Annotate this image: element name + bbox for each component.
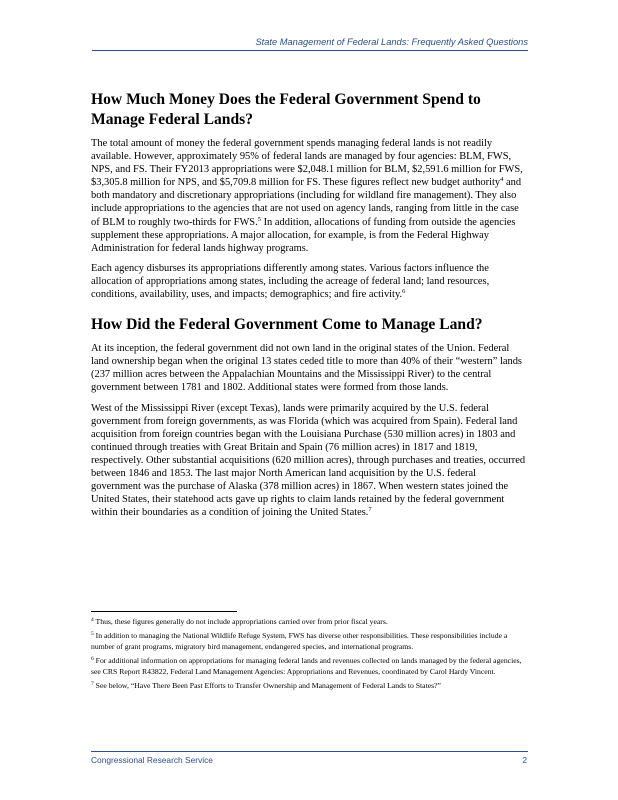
footer-source: Congressional Research Service (91, 755, 213, 765)
footnote-text: Thus, these figures generally do not include appropriations carried over from prior fiscal years. (93, 617, 388, 626)
footnotes (91, 617, 527, 695)
paragraph-spending-2 (91, 262, 527, 301)
paragraph-text: and both mandatory and discretionary appropriations (including for wildland fire management). They also include appropriations to the agencies that are not used on agency lands, ranging from little in the case of BLM to roughly two-thirds for FWS. (91, 177, 522, 228)
footnote-number: 6 (91, 656, 94, 663)
footnote-ref[interactable]: 5 (257, 215, 261, 223)
footnote-number: 4 (91, 617, 94, 623)
footnote-item (91, 631, 527, 652)
paragraph-history-1: At its inception, the federal government did not own land in the original states of the Union. Federal land ownership began when the original 13 states ceded title to more than 40% of their “western” lands (237 million acres between the Appalachian Mountains and the Mississippi River) to the central government between 1781 and 1802. Additional states were formed from those lands. (91, 343, 522, 394)
footnote-number: 7 (91, 681, 94, 688)
paragraph-spending-1 (91, 137, 527, 255)
page-number: 2 (522, 755, 527, 765)
main-content (91, 90, 527, 519)
footnote-text: For additional information on appropriations for managing federal lands and revenues collected on lands managed by the federal agencies, see CRS Report R43822, Federal Land Management Agencies: Appropriations and Revenues, coordinated by Carol Hardy Vincent. (91, 656, 522, 676)
paragraph-history-2 (91, 402, 527, 520)
footer-divider (91, 751, 528, 752)
footnote-item (91, 617, 527, 627)
section-heading-spending: How Much Money Does the Federal Government Spend to Manage Federal Lands? (91, 91, 481, 128)
paragraph-text: In addition, allocations of funding from outside the agencies supplement these appropriations. A major allocation, for example, is from the Federal Highway Administration for federal lands highway programs. (91, 216, 516, 254)
running-header: State Management of Federal Lands: Frequently Asked Questions (92, 37, 528, 51)
footnote-item (91, 656, 527, 677)
footnote-ref[interactable]: 7 (368, 506, 372, 514)
paragraph-text: The total amount of money the federal government spends managing federal lands is not readily available. However, approximately 95% of federal lands are managed by four agencies: BLM, FWS, NPS, and FS. Their FY2013 appropriations were $2,048.1 million for BLM, $2,591.6 million for FWS, $3,305.8 million for NPS, and $5,709.8 million for FS. These figures reflect new budget authority (91, 138, 523, 189)
section-heading-history: How Did the Federal Government Come to Manage Land? (91, 316, 483, 334)
footnote-number: 5 (91, 631, 94, 638)
footnote-text: In addition to managing the National Wildlife Refuge System, FWS has diverse other responsibilities. These responsibilities include a number of grant programs, migratory bird management, endangered species, and international programs. (91, 631, 508, 651)
footnote-item (91, 681, 527, 691)
paragraph-text: West of the Mississippi River (except Texas), lands were primarily acquired by the U.S. federal government from foreign governments, as was Florida (which was acquired from Spain). Federal land acquisition from foreign countries began with the Louisiana Purchase (530 million acres) in 1803 and continued through treaties with Great Britain and Spain (76 million acres) in 1817 and 1819, respectively. Other substantial acquisitions (620 million acres), through purchases and treaties, occurred between 1846 and 1853. The last major North American land acquisition by the U.S. federal government was the purchase of Alaska (378 million acres) in 1867. When western states joined the United States, their statehood acts gave up rights to claim lands retained by the federal government within their boundaries as a condition of joining the United States. (91, 402, 526, 519)
footnote-divider (91, 611, 237, 612)
paragraph-text: Each agency disburses its appropriations differently among states. Various factors influence the allocation of appropriations among states, including the acreage of federal land; land resources, conditions, availability, uses, and impacts; demographics; and fire activity. (91, 262, 490, 301)
footnote-ref[interactable]: 4 (500, 176, 504, 184)
footnote-ref[interactable]: 6 (402, 288, 406, 296)
footnote-text: See below, “Have There Been Past Efforts to Transfer Ownership and Management of Federal Lands to States?” (93, 681, 441, 691)
